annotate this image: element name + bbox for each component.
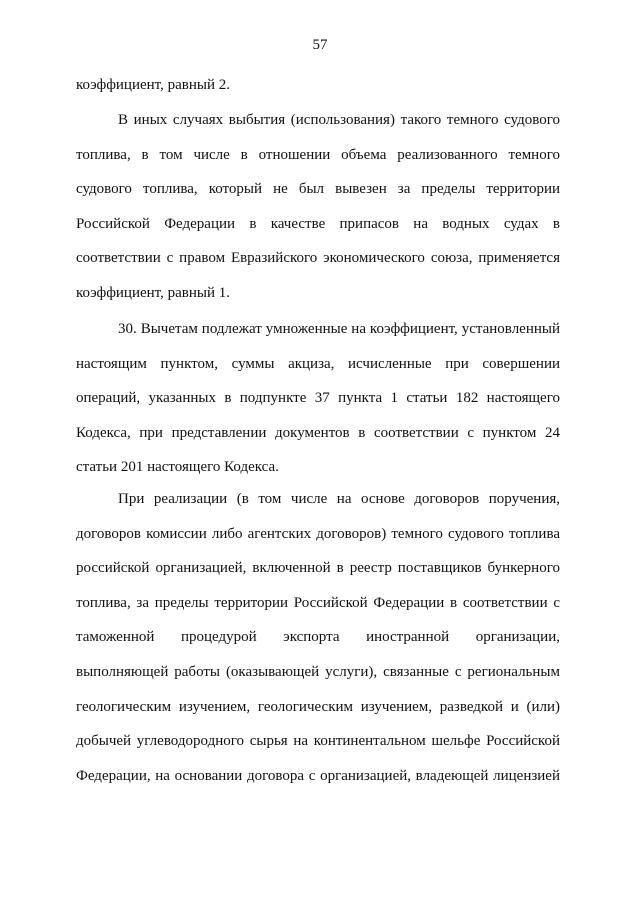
text-line: настоящим пунктом, суммы акциза, исчисленные при совершении <box>76 355 560 372</box>
text-line: В иных случаях выбытия (использования) такого темного судового <box>118 112 560 128</box>
text-line: выполняющей работы (оказывающей услуги), связанные с региональным <box>76 663 560 680</box>
text-line: Кодекса, при представлении документов в соответствии с пунктом 24 <box>76 424 560 441</box>
text-line: топлива, за пределы территории Российской Федерации в соответствии с <box>76 594 560 611</box>
text-line: коэффициент, равный 2. <box>76 77 230 93</box>
paragraph-coefficient-2 <box>76 76 560 111</box>
text-line: геологическим изучением, геологическим изучением, разведкой и (или) <box>76 698 560 715</box>
text-line: Российской Федерации в качестве припасов на водных судах в <box>76 215 560 232</box>
text-line: судового топлива, который не был вывезен за пределы территории <box>76 181 560 198</box>
text-line: 30. Вычетам подлежат умноженные на коэффициент, установленный <box>118 321 560 337</box>
text-line: таможенной процедурой экспорта иностранной организации, <box>76 629 560 646</box>
text-line: операций, указанных в подпункте 37 пункта 1 статьи 182 настоящего <box>76 390 560 407</box>
text-line: договоров комиссии либо агентских договоров) темного судового топлива <box>76 525 560 542</box>
text-line: добычей углеводородного сырья на континентальном шельфе Российской <box>76 733 560 750</box>
text-line: Федерации, на основании договора с организацией, владеющей лицензией <box>76 767 560 784</box>
text-line: При реализации (в том числе на основе договоров поручения, <box>118 491 560 507</box>
page-number: 57 <box>312 37 328 53</box>
text-line: коэффициент, равный 1. <box>76 284 230 301</box>
text-line: статьи 201 настоящего Кодекса. <box>76 459 279 476</box>
paragraph-other-cases <box>76 111 560 319</box>
paragraph-sale-export <box>76 490 560 801</box>
paragraph-item-30 <box>76 320 560 493</box>
text-line: топлива, в том числе в отношении объема реализованного темного <box>76 146 560 163</box>
text-line: российской организацией, включенной в реестр поставщиков бункерного <box>76 560 560 577</box>
text-line: соответствии с правом Евразийского экономического союза, применяется <box>76 250 560 267</box>
